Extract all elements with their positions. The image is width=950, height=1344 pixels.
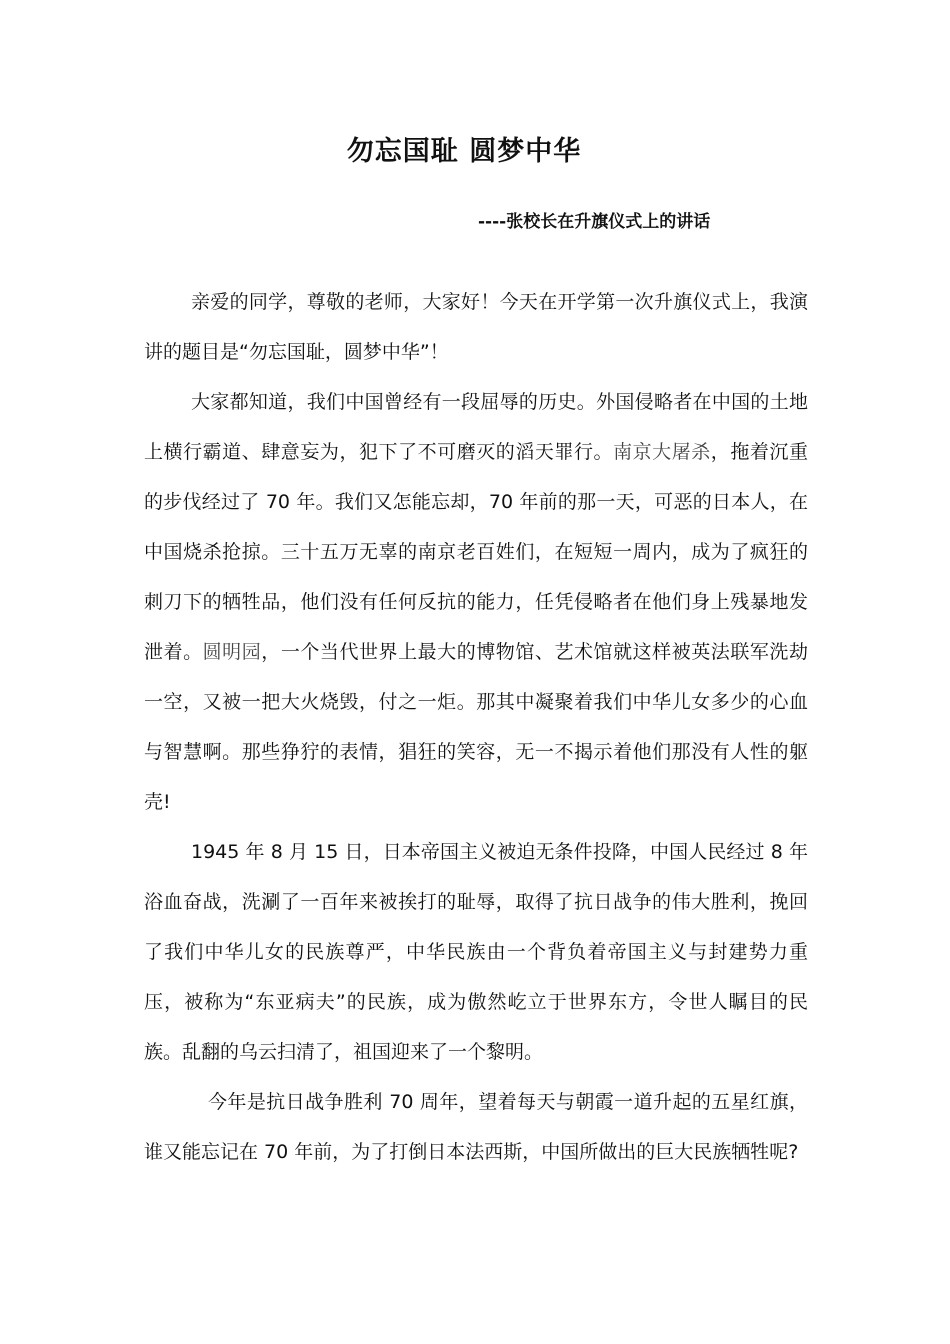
- paragraph-anniversary: 今年是抗日战争胜利 70 周年，望着每天与朝霞一道升起的五星红旗，谁又能忘记在 70 年前，为了打倒日本法西斯，中国所做出的巨大民族牺牲呢?: [144, 1091, 808, 1163]
- paragraph-history-text-1: 大家都知道，我们中国曾经有一段屈辱的历史。外国侵略者在中国的土地上横行霸道、肆意妄为，犯下了不可磨灭的滔天罪行。: [144, 391, 808, 463]
- document-body: [144, 277, 808, 1177]
- document-subtitle: ----张校长在升旗仪式上的讲话: [478, 212, 711, 232]
- document-title: 勿忘国耻 圆梦中华: [346, 136, 582, 167]
- term-nanjing-massacre: 南京大屠杀: [613, 441, 711, 463]
- paragraph-history-text-3: ，一个当代世界上最大的博物馆、艺术馆就这样被英法联军洗劫一空，又被一把大火烧毁，付之一炬。那其中凝聚着我们中华儿女多少的心血与智慧啊。那些狰狞的表情，猖狂的笑容，无一不揭示着他们那没有人性的躯壳!: [144, 641, 808, 813]
- paragraph-history-text-2: ，拖着沉重的步伐经过了 70 年。我们又怎能忘却，70 年前的那一天，可恶的日本人，在中国烧杀抢掠。三十五万无辜的南京老百姓们，在短短一周内，成为了疯狂的刺刀下的牺牲品，他们没有任何反抗的能力，任凭侵略者在他们身上残暴地发泄着。: [144, 441, 808, 663]
- paragraph-history: [144, 377, 808, 827]
- paragraph-greeting: 亲爱的同学，尊敬的老师，大家好！今天在开学第一次升旗仪式上，我演讲的题目是“勿忘国耻，圆梦中华”！: [144, 291, 808, 363]
- paragraph-victory: 1945 年 8 月 15 日，日本帝国主义被迫无条件投降，中国人民经过 8 年浴血奋战，洗涮了一百年来被挨打的耻辱，取得了抗日战争的伟大胜利，挽回了我们中华儿女的民族尊严，中华民族由一个背负着帝国主义与封建势力重压，被称为“东亚病夫”的民族，成为傲然屹立于世界东方，令世人瞩目的民族。乱翻的乌云扫清了，祖国迎来了一个黎明。: [144, 841, 808, 1063]
- term-yuanmingyuan: 圆明园: [202, 641, 262, 663]
